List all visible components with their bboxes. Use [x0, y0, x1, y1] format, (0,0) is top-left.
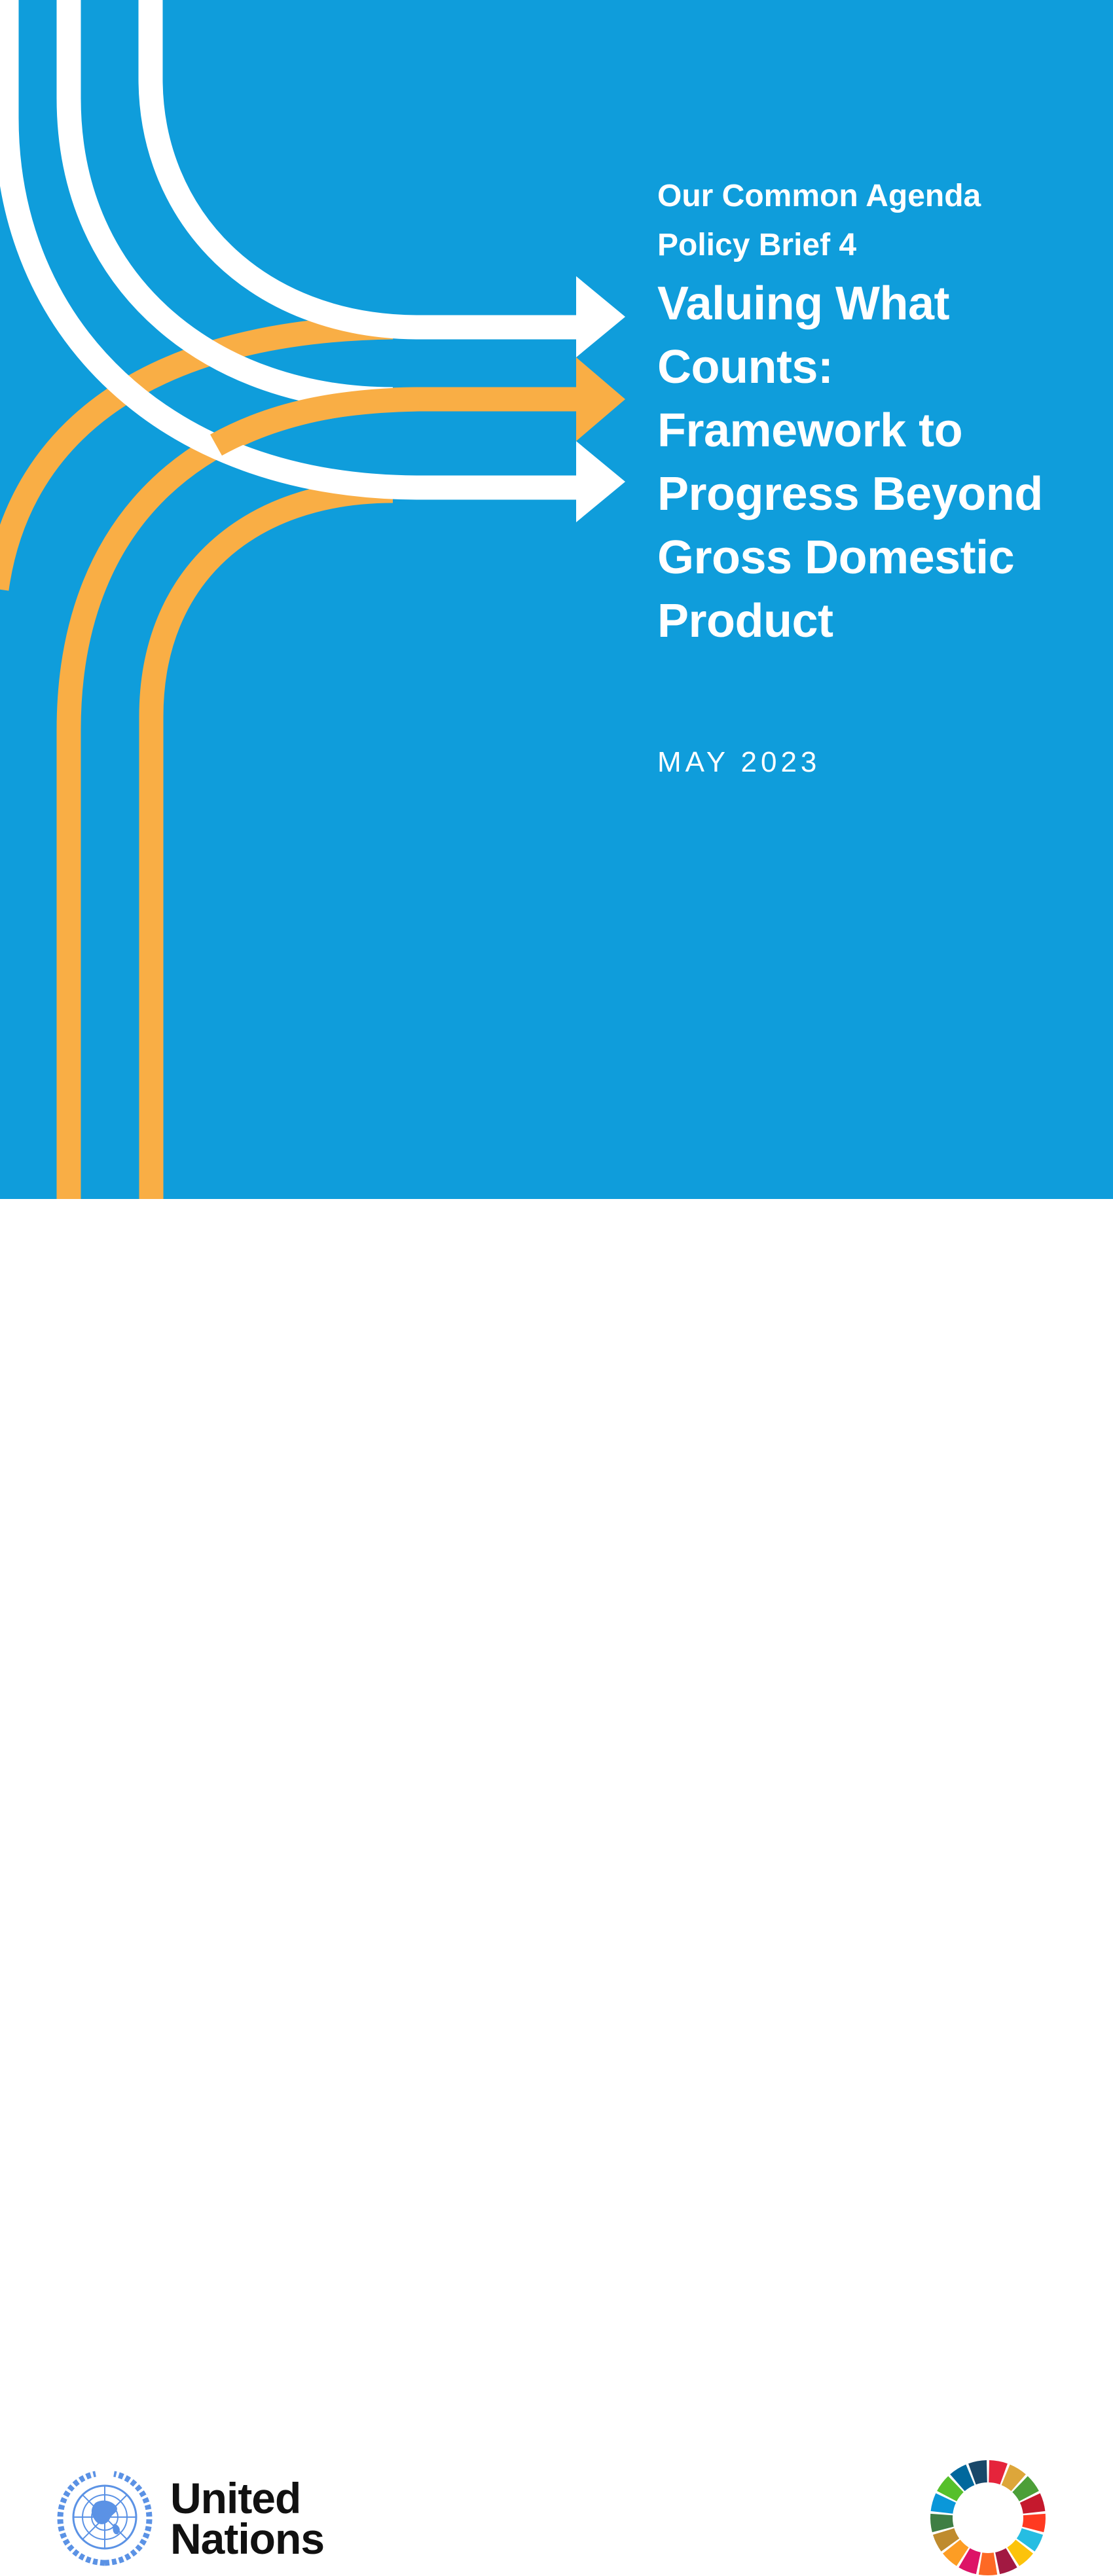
white-arrowhead-top [576, 276, 625, 357]
document-title [657, 272, 1089, 653]
white-arrowhead-bottom [576, 441, 625, 522]
orange-arrowhead [576, 357, 625, 441]
title-line-4: Progress Beyond [657, 468, 1043, 520]
series-line-2: Policy Brief 4 [657, 228, 857, 262]
sdg-wheel-segment [979, 2552, 997, 2575]
title-line-2: Counts: [657, 341, 833, 393]
flowing-arrows-graphic [0, 0, 655, 1199]
un-logo [56, 2470, 324, 2567]
title-block [657, 171, 1089, 653]
un-wordmark-line-1: United [170, 2474, 301, 2522]
publication-date: MAY 2023 [657, 746, 821, 778]
un-emblem-icon [56, 2470, 153, 2567]
title-line-1: Valuing What [657, 277, 950, 330]
title-line-6: Product [657, 595, 833, 647]
series-line-1: Our Common Agenda [657, 179, 981, 213]
white-band-1 [151, 0, 576, 327]
un-wordmark [170, 2474, 325, 2563]
sdg-wheel-icon [930, 2460, 1046, 2576]
title-line-3: Framework to [657, 404, 963, 457]
orange-band-3 [151, 491, 393, 1199]
orange-overpass-segment [216, 399, 419, 445]
un-wordmark-line-2: Nations [170, 2514, 325, 2563]
title-line-5: Gross Domestic [657, 531, 1015, 584]
footer [0, 1199, 1113, 2563]
orange-bands [0, 327, 576, 1199]
cover-background [0, 0, 1113, 1199]
orange-overpass [216, 399, 419, 445]
